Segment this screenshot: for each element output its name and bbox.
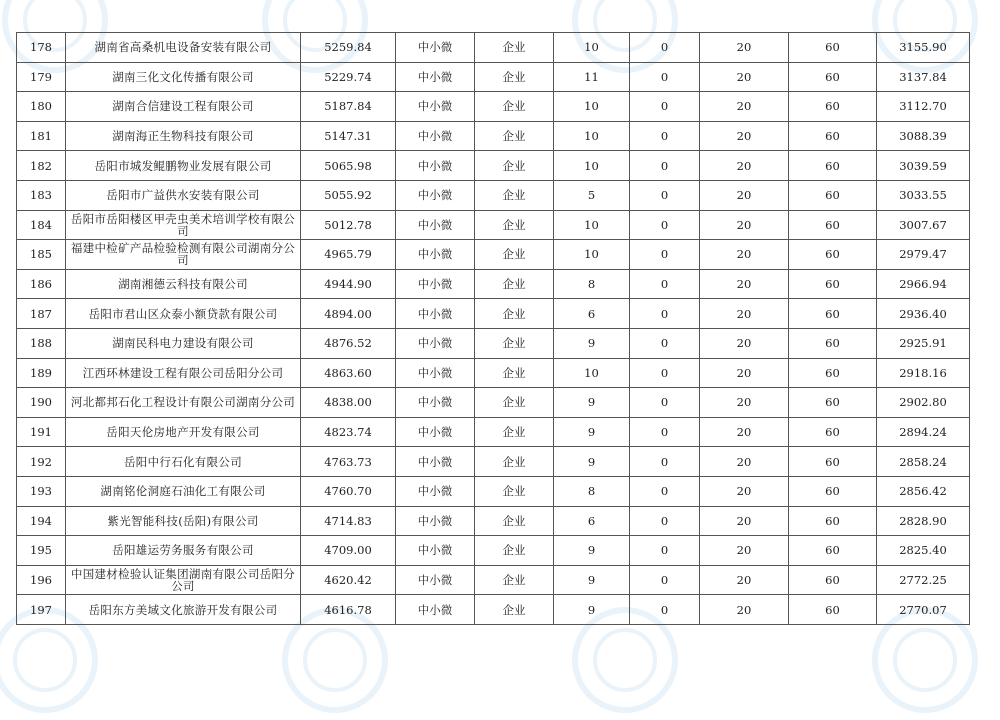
table-row	[17, 33, 970, 63]
amount-cell: 4863.60	[301, 358, 396, 388]
enterprise-size-cell: 中小微	[396, 62, 475, 92]
score-d-cell: 60	[789, 62, 877, 92]
row-number-cell: 186	[17, 269, 66, 299]
total-cell: 2966.94	[877, 269, 970, 299]
entity-type-cell: 企业	[475, 388, 554, 418]
table-row	[17, 328, 970, 358]
amount-cell: 4709.00	[301, 536, 396, 566]
entity-type-cell: 企业	[475, 565, 554, 595]
entity-type-cell: 企业	[475, 506, 554, 536]
amount-cell: 4944.90	[301, 269, 396, 299]
table-body	[17, 33, 970, 625]
table-row	[17, 151, 970, 181]
enterprise-size-cell: 中小微	[396, 33, 475, 63]
score-a-cell: 5	[554, 180, 630, 210]
entity-type-cell: 企业	[475, 536, 554, 566]
score-a-cell: 9	[554, 595, 630, 625]
company-name-cell: 岳阳天伦房地产开发有限公司	[66, 417, 301, 447]
total-cell: 2894.24	[877, 417, 970, 447]
company-name-cell: 湖南三化文化传播有限公司	[66, 62, 301, 92]
score-d-cell: 60	[789, 328, 877, 358]
enterprise-size-cell: 中小微	[396, 595, 475, 625]
score-d-cell: 60	[789, 476, 877, 506]
enterprise-size-cell: 中小微	[396, 151, 475, 181]
entity-type-cell: 企业	[475, 417, 554, 447]
table-row	[17, 92, 970, 122]
enterprise-size-cell: 中小微	[396, 506, 475, 536]
row-number-cell: 184	[17, 210, 66, 240]
total-cell: 2925.91	[877, 328, 970, 358]
company-name-cell: 中国建材检验认证集团湖南有限公司岳阳分公司	[66, 565, 301, 595]
total-cell: 3007.67	[877, 210, 970, 240]
score-b-cell: 0	[630, 180, 700, 210]
total-cell: 3088.39	[877, 121, 970, 151]
score-d-cell: 60	[789, 269, 877, 299]
score-b-cell: 0	[630, 269, 700, 299]
enterprise-size-cell: 中小微	[396, 269, 475, 299]
entity-type-cell: 企业	[475, 33, 554, 63]
score-d-cell: 60	[789, 358, 877, 388]
score-c-cell: 20	[700, 210, 789, 240]
entity-type-cell: 企业	[475, 210, 554, 240]
company-name-cell: 紫光智能科技(岳阳)有限公司	[66, 506, 301, 536]
total-cell: 2979.47	[877, 240, 970, 270]
row-number-cell: 185	[17, 240, 66, 270]
entity-type-cell: 企业	[475, 180, 554, 210]
score-b-cell: 0	[630, 121, 700, 151]
company-name-cell: 岳阳市君山区众泰小额贷款有限公司	[66, 299, 301, 329]
score-c-cell: 20	[700, 595, 789, 625]
company-name-cell: 岳阳市广益供水安装有限公司	[66, 180, 301, 210]
total-cell: 2828.90	[877, 506, 970, 536]
amount-cell: 5229.74	[301, 62, 396, 92]
enterprise-size-cell: 中小微	[396, 180, 475, 210]
company-name-cell: 湖南民科电力建设有限公司	[66, 328, 301, 358]
row-number-cell: 180	[17, 92, 66, 122]
row-number-cell: 179	[17, 62, 66, 92]
score-c-cell: 20	[700, 299, 789, 329]
row-number-cell: 192	[17, 447, 66, 477]
company-name-cell: 岳阳中行石化有限公司	[66, 447, 301, 477]
company-name-cell: 岳阳市城发鲲鹏物业发展有限公司	[66, 151, 301, 181]
entity-type-cell: 企业	[475, 240, 554, 270]
score-c-cell: 20	[700, 240, 789, 270]
company-name-cell: 江西环林建设工程有限公司岳阳分公司	[66, 358, 301, 388]
row-number-cell: 195	[17, 536, 66, 566]
score-c-cell: 20	[700, 447, 789, 477]
enterprise-size-cell: 中小微	[396, 210, 475, 240]
score-b-cell: 0	[630, 210, 700, 240]
amount-cell: 5187.84	[301, 92, 396, 122]
total-cell: 2936.40	[877, 299, 970, 329]
table-row	[17, 388, 970, 418]
score-c-cell: 20	[700, 121, 789, 151]
amount-cell: 4876.52	[301, 328, 396, 358]
total-cell: 2902.80	[877, 388, 970, 418]
score-a-cell: 10	[554, 151, 630, 181]
score-c-cell: 20	[700, 476, 789, 506]
row-number-cell: 191	[17, 417, 66, 447]
enterprise-score-table	[16, 32, 970, 625]
total-cell: 2858.24	[877, 447, 970, 477]
score-a-cell: 10	[554, 121, 630, 151]
entity-type-cell: 企业	[475, 269, 554, 299]
company-name-cell: 岳阳东方美域文化旅游开发有限公司	[66, 595, 301, 625]
score-a-cell: 10	[554, 358, 630, 388]
table-row	[17, 417, 970, 447]
score-d-cell: 60	[789, 180, 877, 210]
company-name-cell: 湖南海正生物科技有限公司	[66, 121, 301, 151]
score-c-cell: 20	[700, 180, 789, 210]
score-b-cell: 0	[630, 595, 700, 625]
entity-type-cell: 企业	[475, 62, 554, 92]
score-c-cell: 20	[700, 417, 789, 447]
table-row	[17, 595, 970, 625]
score-b-cell: 0	[630, 33, 700, 63]
score-d-cell: 60	[789, 388, 877, 418]
score-d-cell: 60	[789, 299, 877, 329]
amount-cell: 4616.78	[301, 595, 396, 625]
score-a-cell: 8	[554, 269, 630, 299]
total-cell: 2770.07	[877, 595, 970, 625]
enterprise-size-cell: 中小微	[396, 388, 475, 418]
total-cell: 2856.42	[877, 476, 970, 506]
score-b-cell: 0	[630, 299, 700, 329]
enterprise-size-cell: 中小微	[396, 417, 475, 447]
score-d-cell: 60	[789, 33, 877, 63]
score-b-cell: 0	[630, 240, 700, 270]
table-row	[17, 210, 970, 240]
score-d-cell: 60	[789, 151, 877, 181]
score-a-cell: 10	[554, 33, 630, 63]
enterprise-size-cell: 中小微	[396, 358, 475, 388]
score-a-cell: 9	[554, 328, 630, 358]
entity-type-cell: 企业	[475, 476, 554, 506]
enterprise-size-cell: 中小微	[396, 565, 475, 595]
score-a-cell: 9	[554, 388, 630, 418]
entity-type-cell: 企业	[475, 595, 554, 625]
row-number-cell: 194	[17, 506, 66, 536]
amount-cell: 4760.70	[301, 476, 396, 506]
score-b-cell: 0	[630, 565, 700, 595]
score-a-cell: 10	[554, 210, 630, 240]
score-a-cell: 10	[554, 92, 630, 122]
score-d-cell: 60	[789, 240, 877, 270]
score-b-cell: 0	[630, 62, 700, 92]
score-b-cell: 0	[630, 476, 700, 506]
table-row	[17, 121, 970, 151]
score-a-cell: 9	[554, 536, 630, 566]
table-row	[17, 506, 970, 536]
score-b-cell: 0	[630, 151, 700, 181]
score-a-cell: 6	[554, 506, 630, 536]
score-d-cell: 60	[789, 506, 877, 536]
row-number-cell: 196	[17, 565, 66, 595]
entity-type-cell: 企业	[475, 328, 554, 358]
score-c-cell: 20	[700, 358, 789, 388]
table-row	[17, 358, 970, 388]
score-d-cell: 60	[789, 595, 877, 625]
table-row	[17, 62, 970, 92]
row-number-cell: 183	[17, 180, 66, 210]
score-b-cell: 0	[630, 536, 700, 566]
amount-cell: 5055.92	[301, 180, 396, 210]
score-c-cell: 20	[700, 33, 789, 63]
score-c-cell: 20	[700, 328, 789, 358]
amount-cell: 4763.73	[301, 447, 396, 477]
company-name-cell: 湖南铭伦洞庭石油化工有限公司	[66, 476, 301, 506]
score-c-cell: 20	[700, 151, 789, 181]
total-cell: 3137.84	[877, 62, 970, 92]
enterprise-size-cell: 中小微	[396, 299, 475, 329]
score-a-cell: 8	[554, 476, 630, 506]
score-c-cell: 20	[700, 269, 789, 299]
enterprise-size-cell: 中小微	[396, 92, 475, 122]
company-name-cell: 湖南合信建设工程有限公司	[66, 92, 301, 122]
amount-cell: 5065.98	[301, 151, 396, 181]
score-d-cell: 60	[789, 565, 877, 595]
row-number-cell: 182	[17, 151, 66, 181]
row-number-cell: 190	[17, 388, 66, 418]
amount-cell: 4620.42	[301, 565, 396, 595]
entity-type-cell: 企业	[475, 358, 554, 388]
company-name-cell: 河北都邦石化工程设计有限公司湖南分公司	[66, 388, 301, 418]
table-row	[17, 240, 970, 270]
company-name-cell: 湖南省高桑机电设备安装有限公司	[66, 33, 301, 63]
total-cell: 3155.90	[877, 33, 970, 63]
amount-cell: 5012.78	[301, 210, 396, 240]
score-d-cell: 60	[789, 210, 877, 240]
score-c-cell: 20	[700, 565, 789, 595]
entity-type-cell: 企业	[475, 121, 554, 151]
score-b-cell: 0	[630, 447, 700, 477]
score-b-cell: 0	[630, 92, 700, 122]
score-b-cell: 0	[630, 388, 700, 418]
row-number-cell: 181	[17, 121, 66, 151]
score-d-cell: 60	[789, 417, 877, 447]
score-c-cell: 20	[700, 62, 789, 92]
entity-type-cell: 企业	[475, 447, 554, 477]
table-row	[17, 180, 970, 210]
table-row	[17, 565, 970, 595]
score-a-cell: 6	[554, 299, 630, 329]
total-cell: 2825.40	[877, 536, 970, 566]
amount-cell: 4838.00	[301, 388, 396, 418]
score-a-cell: 11	[554, 62, 630, 92]
table-row	[17, 476, 970, 506]
score-a-cell: 9	[554, 565, 630, 595]
score-d-cell: 60	[789, 121, 877, 151]
row-number-cell: 178	[17, 33, 66, 63]
entity-type-cell: 企业	[475, 299, 554, 329]
score-a-cell: 10	[554, 240, 630, 270]
score-c-cell: 20	[700, 388, 789, 418]
score-d-cell: 60	[789, 447, 877, 477]
entity-type-cell: 企业	[475, 151, 554, 181]
total-cell: 3039.59	[877, 151, 970, 181]
enterprise-size-cell: 中小微	[396, 476, 475, 506]
row-number-cell: 193	[17, 476, 66, 506]
row-number-cell: 189	[17, 358, 66, 388]
score-b-cell: 0	[630, 358, 700, 388]
score-a-cell: 9	[554, 447, 630, 477]
score-a-cell: 9	[554, 417, 630, 447]
amount-cell: 5147.31	[301, 121, 396, 151]
amount-cell: 4714.83	[301, 506, 396, 536]
enterprise-size-cell: 中小微	[396, 447, 475, 477]
score-c-cell: 20	[700, 506, 789, 536]
amount-cell: 4823.74	[301, 417, 396, 447]
amount-cell: 4894.00	[301, 299, 396, 329]
score-b-cell: 0	[630, 417, 700, 447]
total-cell: 3033.55	[877, 180, 970, 210]
company-name-cell: 岳阳雄运劳务服务有限公司	[66, 536, 301, 566]
table-row	[17, 299, 970, 329]
enterprise-size-cell: 中小微	[396, 536, 475, 566]
table-row	[17, 447, 970, 477]
enterprise-size-cell: 中小微	[396, 121, 475, 151]
company-name-cell: 湖南湘德云科技有限公司	[66, 269, 301, 299]
row-number-cell: 188	[17, 328, 66, 358]
score-b-cell: 0	[630, 328, 700, 358]
enterprise-size-cell: 中小微	[396, 240, 475, 270]
score-c-cell: 20	[700, 92, 789, 122]
company-name-cell: 福建中检矿产品检验检测有限公司湖南分公司	[66, 240, 301, 270]
table-row	[17, 269, 970, 299]
score-b-cell: 0	[630, 506, 700, 536]
table-row	[17, 536, 970, 566]
row-number-cell: 197	[17, 595, 66, 625]
company-name-cell: 岳阳市岳阳楼区甲壳虫美术培训学校有限公司	[66, 210, 301, 240]
total-cell: 2918.16	[877, 358, 970, 388]
entity-type-cell: 企业	[475, 92, 554, 122]
row-number-cell: 187	[17, 299, 66, 329]
amount-cell: 4965.79	[301, 240, 396, 270]
score-d-cell: 60	[789, 92, 877, 122]
amount-cell: 5259.84	[301, 33, 396, 63]
score-c-cell: 20	[700, 536, 789, 566]
enterprise-size-cell: 中小微	[396, 328, 475, 358]
total-cell: 3112.70	[877, 92, 970, 122]
total-cell: 2772.25	[877, 565, 970, 595]
score-d-cell: 60	[789, 536, 877, 566]
